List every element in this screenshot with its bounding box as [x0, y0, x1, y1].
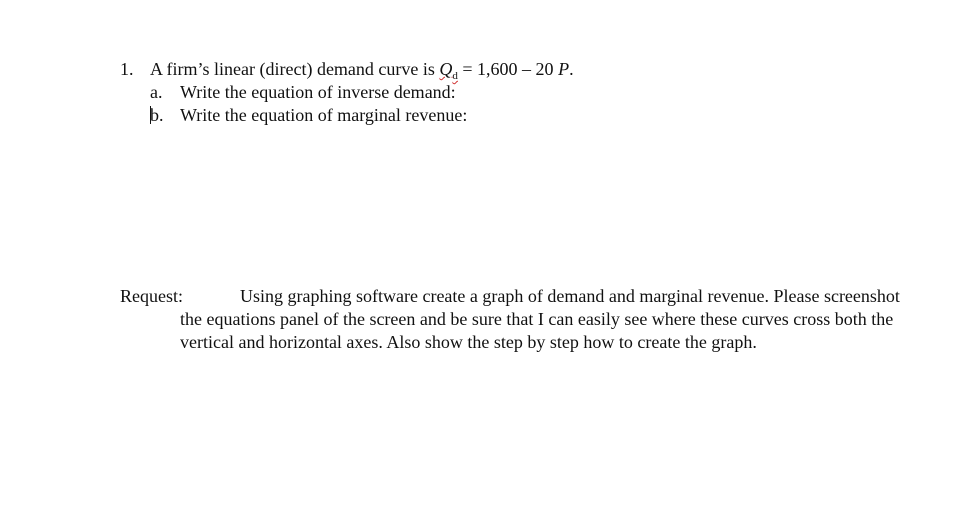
part-a-text: Write the equation of inverse demand: — [180, 82, 456, 102]
request-paragraph — [120, 285, 900, 354]
part-b-text: Write the equation of marginal revenue: — [180, 105, 468, 125]
part-b-letter-text: b. — [150, 105, 164, 125]
part-a-letter: a. — [150, 82, 163, 102]
part-a — [150, 81, 456, 103]
price-variable: P — [558, 59, 570, 79]
part-b — [150, 104, 467, 126]
request-body — [120, 285, 900, 354]
demand-subscript: d — [452, 70, 458, 82]
question-number: 1. — [120, 59, 134, 79]
request-label: Request: — [120, 286, 183, 306]
question-1 — [120, 58, 574, 83]
request-text: Using graphing software create a graph of demand and marginal revenue. Please screenshot the equations panel of the screen and be sure that I can easily see where these curves cross both the vertical and horizontal axes. Also show the step by step how to create the graph. — [180, 286, 900, 352]
question-text-after: = 1,600 – 20 — [457, 59, 559, 79]
question-end: . — [569, 59, 574, 79]
demand-quantity-variable: Q — [439, 59, 453, 79]
part-b-letter — [150, 104, 180, 126]
question-text-before: A firm’s linear (direct) demand curve is — [150, 59, 440, 79]
